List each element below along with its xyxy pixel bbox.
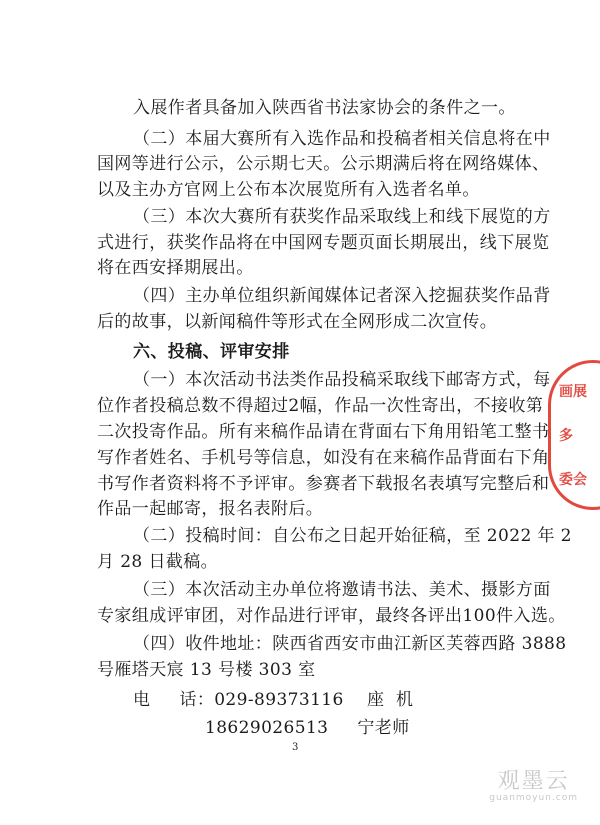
text-line: 将在西安择期展出。 bbox=[97, 258, 254, 278]
text-line: 书写作者资料将不予评审。参赛者下载报名表填写完整后和 bbox=[97, 474, 550, 494]
text-line: （三）本次大赛所有获奖作品采取线上和线下展览的方 bbox=[133, 207, 551, 227]
text-line: （四）收件地址：陕西省西安市曲江新区芙蓉西路 3888 bbox=[133, 634, 567, 654]
text-line: 位作者投稿总数不得超过2幅，作品一次性寄出，不接收第 bbox=[97, 396, 544, 416]
text-line: 号雁塔天宸 13 号楼 303 室 bbox=[97, 660, 316, 680]
text-line: 国网等进行公示，公示期七天。公示期满后将在网络媒体、 bbox=[97, 154, 550, 174]
text-line: （一）本次活动书法类作品投稿采取线下邮寄方式，每 bbox=[133, 370, 551, 390]
contact-mobile-line: 18629026513 宁老师 bbox=[205, 718, 410, 738]
section-heading: 六、投稿、评审安排 bbox=[133, 342, 290, 362]
text-line: 后的故事，以新闻稿件等形式在全网形成二次宣传。 bbox=[97, 312, 498, 332]
text-line: 专家组成评审团，对作品进行评审，最终各评出100件入选。 bbox=[97, 606, 566, 626]
text-line: 月 28 日截稿。 bbox=[97, 552, 219, 572]
text-line: （二）投稿时间：自公布之日起开始征稿，至 2022 年 2 bbox=[133, 526, 572, 546]
text-line: 作品一起邮寄，报名表附后。 bbox=[97, 499, 324, 519]
watermark-logo-text: 观墨云 bbox=[497, 769, 570, 794]
text-line: （二）本届大赛所有入选作品和投稿者相关信息将在中 bbox=[133, 129, 551, 149]
text-line: 二次投寄作品。所有来稿作品请在背面右下角用铅笔工整书 bbox=[97, 422, 550, 442]
text-line: （三）本次活动主办单位将邀请书法、美术、摄影方面 bbox=[133, 580, 551, 600]
watermark-url: guanmoyun.com bbox=[489, 793, 578, 803]
text-line: 写作者姓名、手机号等信息，如没有在来稿作品背面右下角 bbox=[97, 448, 550, 468]
red-seal-stamp: 画展 多 委会 bbox=[548, 360, 600, 510]
text-line: （四）主办单位组织新闻媒体记者深入挖掘获奖作品背 bbox=[133, 286, 551, 306]
text-line: 式进行，获奖作品将在中国网专题页面长期展出，线下展览 bbox=[97, 233, 550, 253]
text-line: 以及主办方官网上公布本次展览所有入选者名单。 bbox=[97, 180, 480, 200]
contact-phone-line: 电 话：029-89373116 座 机 bbox=[133, 690, 414, 710]
site-watermark bbox=[489, 764, 578, 803]
page-number: 3 bbox=[292, 742, 299, 753]
text-line: 入展作者具备加入陕西省书法家协会的条件之一。 bbox=[133, 98, 516, 118]
